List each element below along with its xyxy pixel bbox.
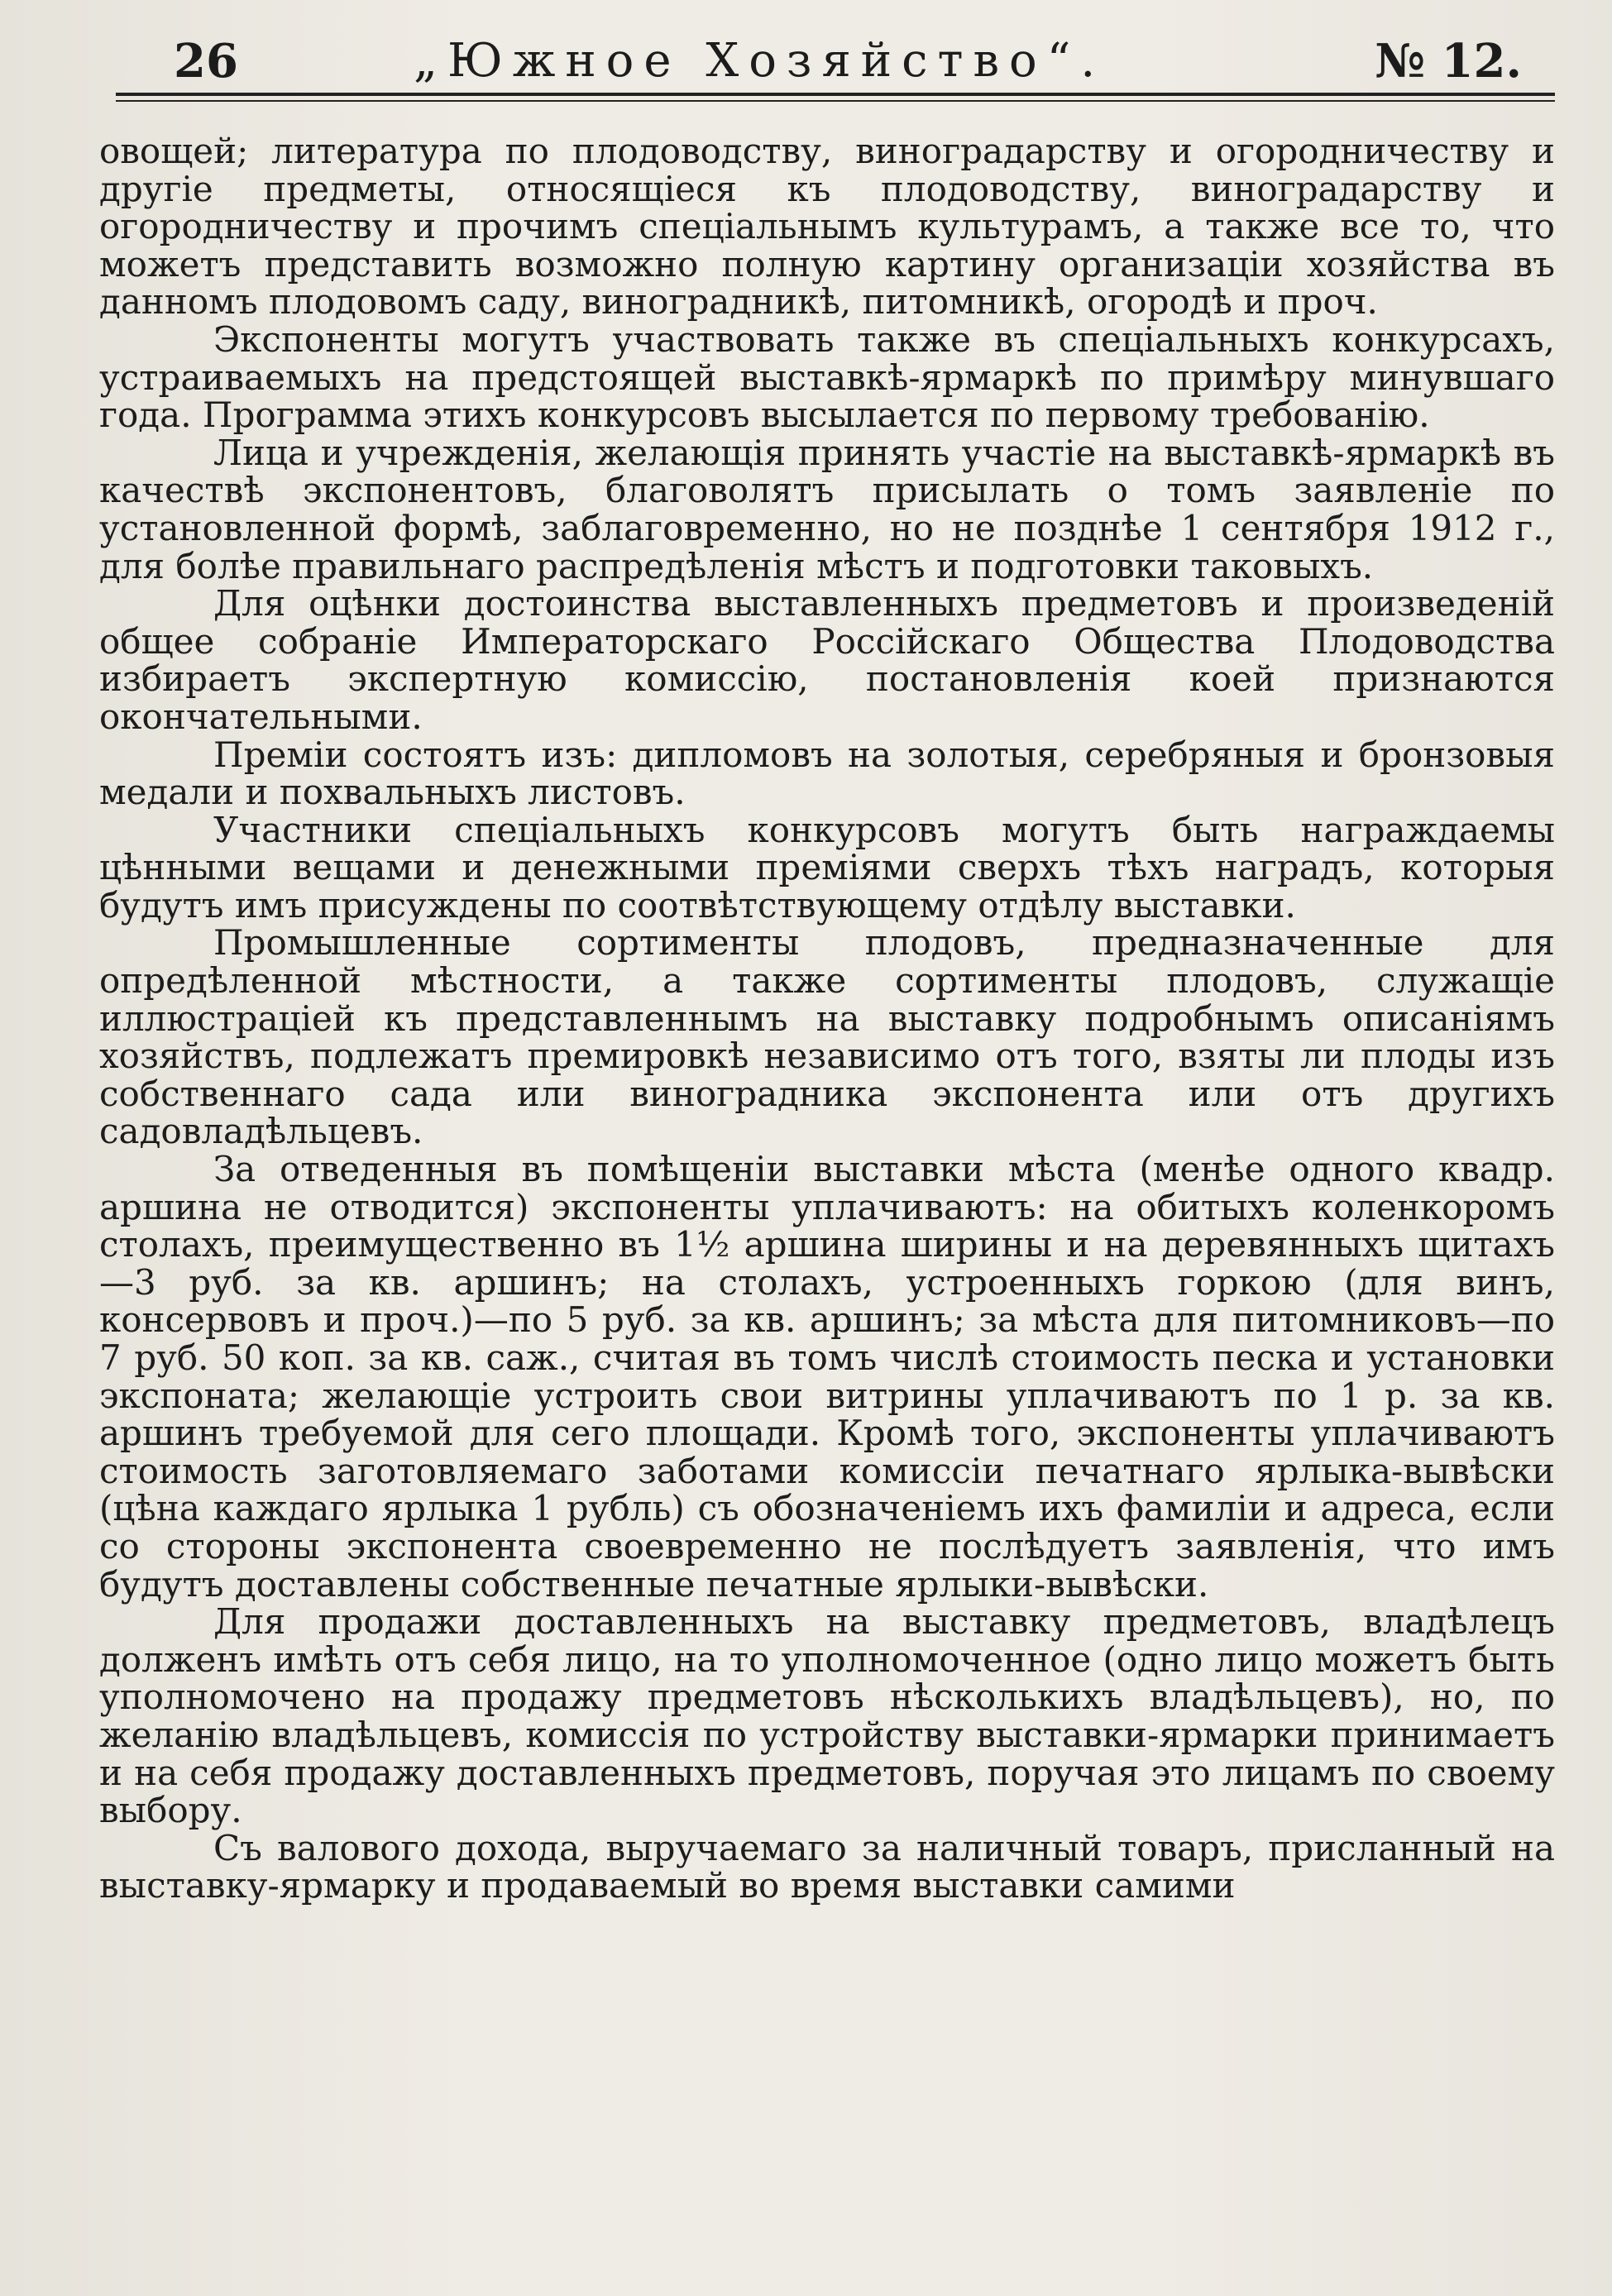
paragraph: Преміи состоятъ изъ: дипломовъ на золотыя, серебряныя и бронзовыя медали и похвальныхъ листовъ.: [99, 734, 1555, 813]
paragraph: овощей; литература по плодоводству, виноградарству и огородничеству и другіе предметы, относящіеся къ плодоводству, виноградарству и огородничеству и прочимъ спеціальнымъ культурамъ, а также все то, что можетъ представить возможно полную картину организаціи хозяйства въ данномъ плодовомъ саду, виноградникѣ, питомникѣ, огородѣ и проч.: [99, 131, 1555, 323]
paragraph: Для продажи доставленныхъ на выставку предметовъ, владѣлецъ долженъ имѣть отъ себя лицо, на то уполномоченное (одно лицо можетъ быть уполномочено на продажу предметовъ нѣсколькихъ владѣльцевъ), но, по желанію владѣльцевъ, комиссія по устройству выставки-ярмарки принимаетъ и на себя продажу доставленныхъ предметовъ, поручая это лицамъ по своему выбору.: [99, 1601, 1555, 1831]
paragraph: Экспоненты могутъ участвовать также въ спеціальныхъ конкурсахъ, устраиваемыхъ на предстоящей выставкѣ-ярмаркѣ по примѣру минувшаго года. Программа этихъ конкурсовъ высылается по первому требованію.: [99, 318, 1555, 436]
paragraph: Промышленные сортименты плодовъ, предназначенные для опредѣленной мѣстности, а также сортименты плодовъ, служащіе иллюстраціей къ представленнымъ на выставку подробнымъ описаніямъ хозяйствъ, подлежатъ премировкѣ независимо отъ того, взяты ли плоды изъ собственнаго сада или виноградника экспонента или отъ другихъ садовладѣльцевъ.: [99, 922, 1555, 1152]
article-body: [99, 132, 1555, 1905]
paragraph: Съ валового дохода, выручаемаго за наличный товаръ, присланный на выставку-ярмарку и продаваемый во время выставки самими: [99, 1827, 1555, 1906]
header-rule-thin: [116, 100, 1555, 102]
paragraph: Участники спеціальныхъ конкурсовъ могутъ быть награждаемы цѣнными вещами и денежными преміями сверхъ тѣхъ наградъ, которыя будутъ имъ присуждены по соотвѣтствующему отдѣлу выставки.: [99, 809, 1555, 926]
page-number: 26: [174, 34, 238, 88]
running-header: [116, 33, 1522, 99]
issue-number: № 12.: [1375, 34, 1522, 88]
paragraph: Для оцѣнки достоинства выставленныхъ предметовъ и произведеній общее собраніе Императорскаго Россійскаго Общества Плодоводства избираетъ экспертную комиссію, постановленія коей признаются окончательными.: [99, 583, 1555, 737]
paragraph: За отведенныя въ помѣщеніи выставки мѣста (менѣе одного квадр. аршина не отводится) экспоненты уплачиваютъ: на обитыхъ коленкоромъ столахъ, преимущественно въ 1½ аршина ширины и на деревянныхъ щитахъ—3 руб. за кв. аршинъ; на столахъ, устроенныхъ горкою (для винъ, консервовъ и проч.)—по 5 руб. за кв. аршинъ; за мѣста для питомниковъ—по 7 руб. 50 коп. за кв. саж., считая въ томъ числѣ стоимость песка и установки экспоната; желающіе устроить свои витрины уплачиваютъ по 1 р. за кв. аршинъ требуемой для сего площади. Кромѣ того, экспоненты уплачиваютъ стоимость заготовляемаго заботами комиссіи печатнаго ярлыка-вывѣски (цѣна каждаго ярлыка 1 рубль) съ обозначеніемъ ихъ фамиліи и адреса, если со стороны экспонента своевременно не послѣдуетъ заявленія, что имъ будутъ доставлены собственные печатные ярлыки-вывѣски.: [99, 1149, 1555, 1605]
journal-title: „Южное Хозяйство“.: [414, 34, 1106, 88]
paragraph: Лица и учрежденія, желающія принять участіе на выставкѣ-ярмаркѣ въ качествѣ экспонентовъ, благоволятъ присылать о томъ заявленіе по установленной формѣ, заблаговременно, но не позднѣе 1 сентября 1912 г., для болѣе правильнаго распредѣленія мѣстъ и подготовки таковыхъ.: [99, 432, 1555, 586]
header-rule-thick: [116, 93, 1555, 96]
